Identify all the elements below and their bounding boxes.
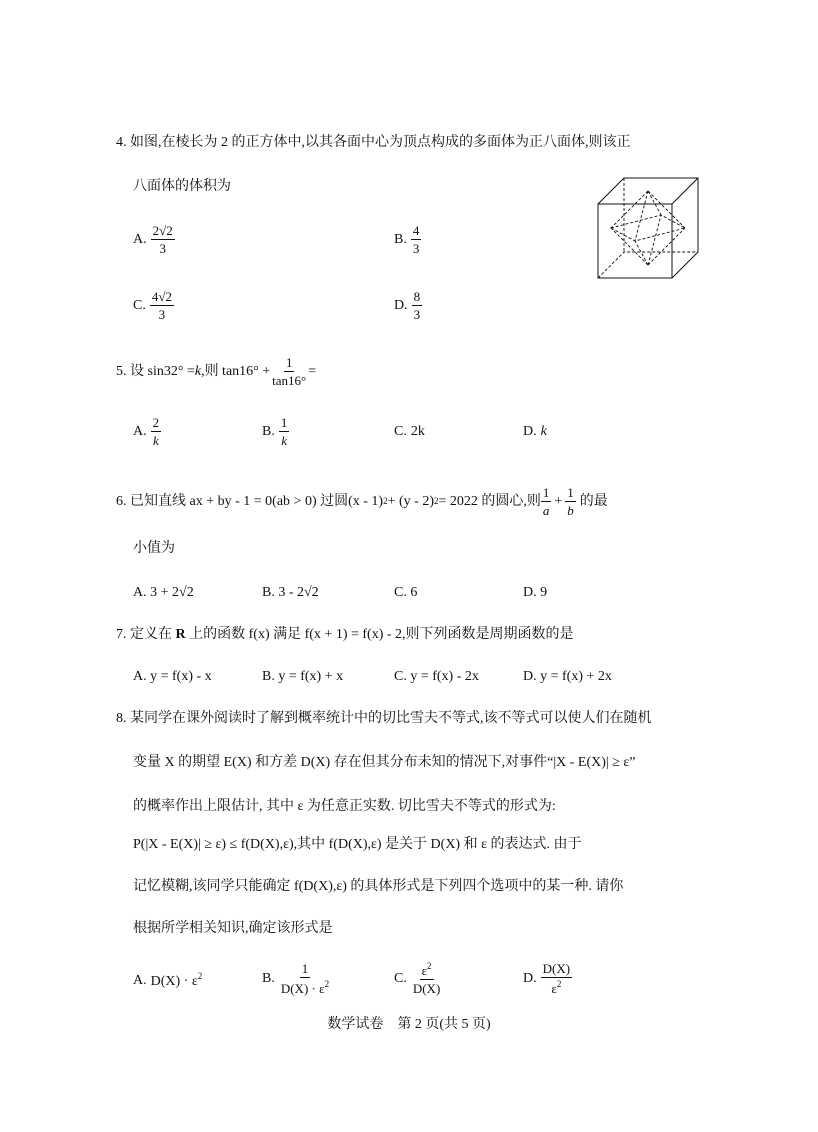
option-text — [151, 972, 203, 989]
denominator-sup: 2 — [324, 979, 330, 989]
q7-real-set: R — [175, 627, 186, 642]
fraction-denominator: k — [152, 433, 159, 448]
fraction-denominator: D(X) — [412, 981, 441, 996]
numerator-sup: 2 — [427, 961, 432, 971]
option-fraction — [150, 290, 174, 321]
q4-option-c[interactable] — [133, 290, 174, 321]
q5-fraction — [270, 356, 308, 387]
q5-stem — [116, 356, 316, 387]
option-label: A. — [133, 231, 147, 247]
q6-text-a: 6. 已知直线 ax + by - 1 = 0(ab > 0) 过圆(x - 1) — [116, 493, 384, 509]
q5-k: k — [194, 363, 202, 379]
q6-fraction-1 — [541, 486, 552, 517]
q7-post: 上的函数 f(x) 满足 f(x + 1) = f(x) - 2,则下列函数是周期函数的是 — [185, 627, 574, 642]
q8-option-d[interactable] — [523, 962, 572, 995]
fraction-numerator: 1 — [280, 415, 288, 430]
option-expression: D(X) · ε — [150, 974, 198, 989]
fraction-numerator: D(X) — [542, 961, 571, 976]
fraction-denominator: b — [567, 503, 574, 518]
fraction-numerator: 1 — [542, 485, 550, 500]
fraction-numerator — [420, 962, 434, 980]
option-label: B. — [262, 970, 275, 986]
q8-line2: 变量 X 的期望 E(X) 和方差 D(X) 存在但其分布未知的情况下,对事件“|X - E(X)| ≥ ε” — [133, 755, 636, 770]
fraction-numerator: 2 — [152, 415, 160, 430]
q6-fraction-2 — [565, 486, 576, 517]
option-text: k — [540, 424, 547, 439]
q6-sup: 2 — [383, 496, 388, 506]
q4-option-b[interactable] — [394, 224, 421, 255]
q7-option-b[interactable]: B. y = f(x) + x — [262, 669, 344, 684]
option-label: A. — [133, 423, 147, 439]
option-text: 2k — [410, 424, 425, 439]
fraction-numerator: 4 — [412, 223, 420, 238]
q8-line6: 根据所学相关知识,确定该形式是 — [133, 921, 333, 936]
q6-sup: 2 — [433, 496, 439, 506]
q5-option-d[interactable] — [523, 425, 547, 439]
fraction-denominator — [279, 978, 331, 995]
fraction-numerator: 1 — [285, 355, 293, 370]
fraction-denominator: 3 — [413, 307, 421, 322]
q6-option-d[interactable]: D. 9 — [523, 585, 548, 600]
fraction-numerator: 1 — [567, 485, 574, 500]
q8-option-a[interactable] — [133, 972, 202, 989]
q8-line3: 的概率作出上限估计, 其中 ε 为任意正实数. 切比雪夫不等式的形式为: — [133, 799, 556, 814]
q4-line1: 4. 如图,在棱长为 2 的正方体中,以其各面中心为顶点构成的多面体为正八面体,则该正 — [116, 135, 631, 150]
option-label: B. — [262, 423, 275, 439]
q7-option-c[interactable]: C. y = f(x) - 2x — [394, 669, 479, 684]
q5-suffix: = — [308, 363, 317, 379]
fraction-numerator: 4√2 — [151, 289, 172, 304]
q6-line1 — [116, 486, 608, 517]
q7-pre: 7. 定义在 — [116, 627, 176, 642]
q8-line4: P(|X - E(X)| ≥ ε) ≤ f(D(X),ε),其中 f(D(X),ε) 是关于 D(X) 和 ε 的表达式. 由于 — [133, 837, 582, 852]
fraction-denominator: 3 — [158, 307, 166, 322]
q7-option-a[interactable]: A. y = f(x) - x — [133, 669, 212, 684]
option-label: D. — [394, 297, 408, 313]
cube-octahedron-figure — [590, 172, 702, 284]
option-fraction — [411, 962, 442, 995]
fraction-denominator: a — [542, 503, 550, 518]
option-label: C. — [133, 297, 146, 313]
option-fraction — [541, 962, 572, 995]
option-label: D. — [523, 424, 537, 439]
fraction-denominator — [549, 978, 563, 995]
option-fraction — [151, 224, 175, 255]
fraction-denominator: 3 — [159, 241, 166, 256]
option-fraction — [411, 224, 422, 255]
option-label: A. — [133, 972, 147, 988]
q6-option-c[interactable]: C. 6 — [394, 585, 418, 600]
page-footer: 数学试卷 第 2 页(共 5 页) — [327, 1017, 491, 1032]
fraction-denominator: tan16° — [272, 373, 307, 388]
option-label: C. — [394, 424, 407, 439]
q6-text-end: 的最 — [579, 493, 608, 509]
q5-option-c[interactable] — [394, 425, 425, 439]
q6-text-c: = 2022 的圆心,则 — [438, 493, 541, 509]
q5-option-b[interactable] — [262, 416, 289, 447]
denominator-expression: ε — [551, 981, 557, 996]
q8-option-b[interactable] — [262, 962, 331, 995]
option-fraction — [279, 416, 290, 447]
option-label: D. — [523, 970, 537, 986]
q6-text-b: + (y - 2) — [387, 493, 434, 509]
numerator-expression: ε — [421, 963, 428, 978]
q4-line2: 八面体的体积为 — [133, 179, 231, 194]
q4-option-a[interactable] — [133, 224, 175, 255]
q7-option-d[interactable]: D. y = f(x) + 2x — [523, 669, 612, 684]
q5-option-a[interactable] — [133, 416, 161, 447]
option-sup: 2 — [197, 971, 203, 981]
q6-plus: + — [554, 493, 563, 509]
q8-option-c[interactable] — [394, 962, 442, 995]
q5-mid: ,则 tan16° + — [201, 363, 271, 379]
fraction-numerator: 1 — [301, 961, 309, 976]
denominator-sup: 2 — [556, 979, 562, 989]
q7-stem — [116, 628, 574, 642]
q8-line1: 8. 某同学在课外阅读时了解到概率统计中的切比雪夫不等式,该不等式可以使人们在随机 — [116, 711, 652, 726]
q5-prefix: 5. 设 sin32° = — [116, 363, 195, 379]
option-fraction — [279, 962, 331, 995]
fraction-numerator: 2√2 — [152, 223, 173, 238]
option-label: B. — [394, 231, 407, 247]
q6-option-b[interactable]: B. 3 - 2√2 — [262, 585, 319, 600]
option-label: C. — [394, 970, 407, 986]
q4-option-d[interactable] — [394, 290, 422, 321]
q6-line2: 小值为 — [133, 541, 175, 556]
fraction-denominator: 3 — [412, 241, 420, 256]
q6-option-a[interactable]: A. 3 + 2√2 — [133, 585, 194, 600]
fraction-denominator: k — [281, 433, 287, 448]
fraction-numerator: 8 — [413, 289, 421, 304]
q8-line5: 记忆模糊,该同学只能确定 f(D(X),ε) 的具体形式是下列四个选项中的某一种. 请你 — [133, 879, 624, 894]
option-fraction — [412, 290, 423, 321]
denominator-expression: D(X) · ε — [280, 981, 325, 996]
option-fraction — [151, 416, 162, 447]
